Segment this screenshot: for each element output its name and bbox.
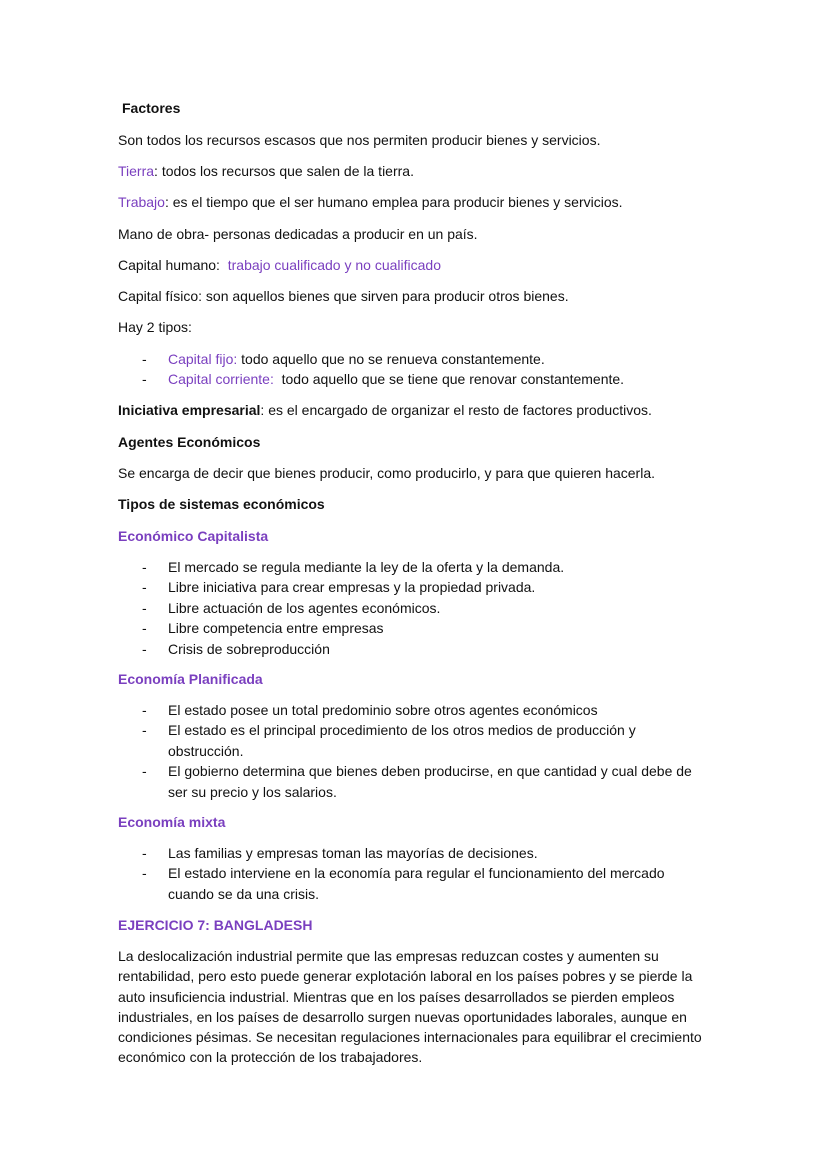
list-item: - El mercado se regula mediante la ley de la oferta y la demanda. — [118, 557, 718, 577]
capital-humano-definition — [118, 255, 441, 275]
ejercicio-text: La deslocalización industrial permite que las empresas reduzcan costes y aumenten su rentabilidad, pero esto puede generar explotación laboral en los países pobres y se pierde la auto insuficiencia industrial. Mientras que en los países desarrollados se pierden empleos industriales, en los países de desarrollo surgen nuevas oportunidades laborales, aunque en condiciones pésimas. Se necesitan regulaciones internacionales para equilibrar el crecimiento económico con la protección de los trabajadores. — [118, 948, 702, 1066]
capital-humano-value: trabajo cualificado y no cualificado — [227, 257, 441, 273]
trabajo-text: : es el tiempo que el ser humano emplea para producir bienes y servicios. — [164, 194, 623, 210]
capital-tipos-list — [118, 349, 718, 390]
list-item: - Las familias y empresas toman las mayorías de decisiones. — [118, 843, 718, 863]
factores-intro: Son todos los recursos escasos que nos permiten producir bienes y servicios. — [118, 132, 601, 148]
list-item: - El gobierno determina que bienes deben producirse, en que cantidad y cual debe de ser su precio y los salarios. — [118, 761, 694, 802]
heading-tipos-sistemas: Tipos de sistemas económicos — [118, 496, 325, 512]
tierra-text: : todos los recursos que salen de la tierra. — [154, 163, 414, 179]
mixta-list — [118, 843, 718, 904]
list-item: - El estado es el principal procedimiento de los otros medios de producción y obstrucción. — [118, 720, 638, 761]
planificada-list — [118, 700, 718, 802]
iniciativa-label: Iniciativa empresarial — [118, 402, 261, 418]
list-item — [118, 349, 718, 369]
list-item — [118, 369, 718, 389]
iniciativa-text: : es el encargado de organizar el resto de factores productivos. — [260, 402, 652, 418]
mano-obra-definition: Mano de obra- personas dedicadas a producir en un país. — [118, 226, 478, 242]
heading-ejercicio: EJERCICIO 7: BANGLADESH — [118, 917, 313, 933]
capital-corriente-text: todo aquello que se tiene que renovar constantemente. — [273, 371, 625, 388]
capital-fisico-definition: Capital físico: son aquellos bienes que sirven para producir otros bienes. — [118, 288, 569, 304]
list-item: - El estado interviene en la economía para regular el funcionamiento del mercado cuando se da una crisis. — [118, 863, 668, 904]
list-item: - Libre actuación de los agentes económicos. — [118, 598, 718, 618]
list-item: - Crisis de sobreproducción — [118, 639, 718, 659]
tierra-label: Tierra — [118, 163, 155, 179]
agentes-text: Se encarga de decir que bienes producir, como producirlo, y para que quieren hacerla. — [118, 465, 655, 481]
capital-corriente-label: Capital corriente: — [168, 371, 274, 388]
heading-factores: Factores — [122, 100, 181, 116]
heading-capitalista: Económico Capitalista — [118, 528, 269, 544]
heading-planificada: Economía Planificada — [118, 671, 263, 687]
trabajo-definition — [118, 192, 623, 212]
trabajo-label: Trabajo — [118, 194, 165, 210]
iniciativa-definition — [118, 400, 652, 420]
heading-mixta: Economía mixta — [118, 814, 226, 830]
heading-agentes: Agentes Económicos — [118, 434, 261, 450]
capital-fijo-label: Capital fijo: — [168, 351, 238, 367]
hay-tipos: Hay 2 tipos: — [118, 319, 192, 335]
list-item: - Libre iniciativa para crear empresas y la propiedad privada. — [118, 577, 718, 597]
tierra-definition — [118, 161, 414, 181]
capitalista-list — [118, 557, 718, 659]
capital-fijo-text: todo aquello que no se renueva constantemente. — [237, 351, 545, 367]
list-item: - Libre competencia entre empresas — [118, 618, 718, 638]
list-item: - El estado posee un total predominio sobre otros agentes económicos — [118, 700, 718, 720]
capital-humano-label: Capital humano: — [118, 257, 220, 273]
